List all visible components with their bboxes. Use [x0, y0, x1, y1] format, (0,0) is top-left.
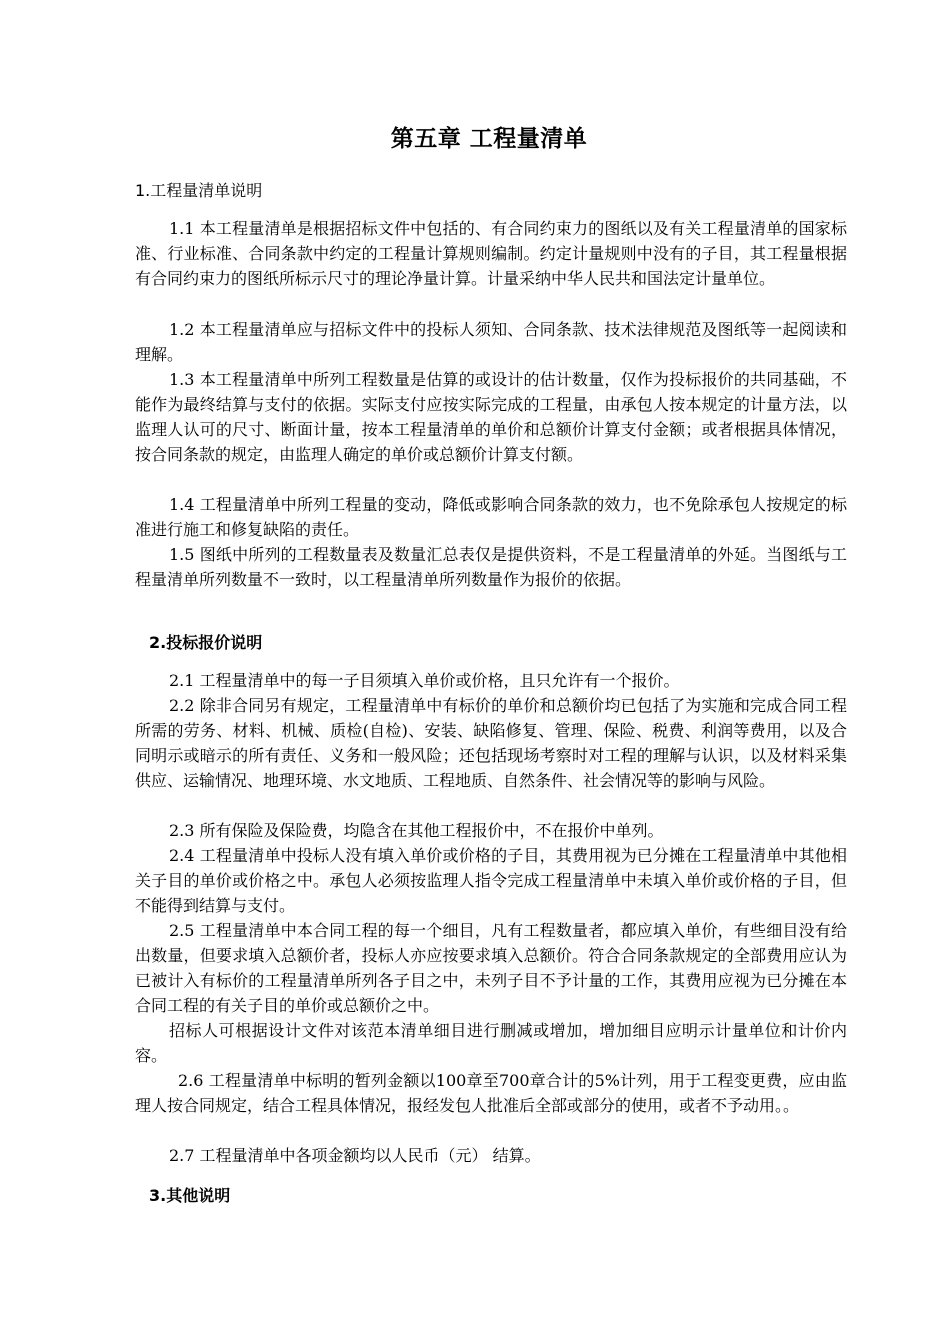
- paragraph-2-5: 2.5 工程量清单中本合同工程的每一个细目，凡有工程数量者，都应填入单价，有些细目没有给出数量，但要求填入总额价者，投标人亦应按要求填入总额价。符合合同条款规定的全部费用应认为已被计入有标价的工程量清单所列各子目之中，未列子目不予计量的工作，其费用应视为已分摊在本合同工程的有关子目的单价或总额价之中。: [135, 921, 847, 1015]
- paragraph-2-4: 2.4 工程量清单中投标人没有填入单价或价格的子目，其费用视为已分摊在工程量清单中其他相关子目的单价或价格之中。承包人必须按监理人指令完成工程量清单中未填入单价或价格的子目，但不能得到结算与支付。: [135, 846, 847, 915]
- paragraph-1-2: 1.2 本工程量清单应与招标文件中的投标人须知、合同条款、技术法律规范及图纸等一起阅读和理解。: [135, 320, 847, 364]
- paragraph-2-3: 2.3 所有保险及保险费，均隐含在其他工程报价中，不在报价中单列。: [169, 821, 664, 840]
- paragraph-2-2: 2.2 除非合同另有规定，工程量清单中有标价的单价和总额价均已包括了为实施和完成合同工程所需的劳务、材料、机械、质检(自检)、安装、缺陷修复、管理、保险、税费、利润等费用，以及合同明示或暗示的所有责任、义务和一般风险；还包括现场考察时对工程的理解与认识，以及材料采集供应、运输情况、地理环境、水文地质、工程地质、自然条件、社会情况等的影响与风险。: [135, 696, 847, 790]
- paragraph-2-5-note: 招标人可根据设计文件对该范本清单细目进行删减或增加，增加细目应明示计量单位和计价内容。: [135, 1021, 847, 1065]
- paragraph-1-5: 1.5 图纸中所列的工程数量表及数量汇总表仅是提供资料，不是工程量清单的外延。当图纸与工程量清单所列数量不一致时，以工程量清单所列数量作为报价的依据。: [135, 545, 847, 589]
- paragraph-2-6: 2.6 工程量清单中标明的暂列金额以100章至700章合计的5%计列，用于工程变更费，应由监理人按合同规定，结合工程具体情况，报经发包人批准后全部或部分的使用，或者不予动用。。: [135, 1071, 847, 1115]
- section-heading-1: 1.工程量清单说明: [135, 181, 263, 200]
- section-heading-3: 3.其他说明: [149, 1186, 231, 1205]
- page-title: 第五章 工程量清单: [390, 126, 588, 152]
- paragraph-2-1: 2.1 工程量清单中的每一子目须填入单价或价格，且只允许有一个报价。: [169, 671, 680, 690]
- section-heading-2: 2.投标报价说明: [149, 633, 263, 652]
- paragraph-1-3: 1.3 本工程量清单中所列工程数量是估算的或设计的估计数量，仅作为投标报价的共同基础，不能作为最终结算与支付的依据。实际支付应按实际完成的工程量，由承包人按本规定的计量方法，以监理人认可的尺寸、断面计量，按本工程量清单的单价和总额价计算支付金额；或者根据具体情况，按合同条款的规定，由监理人确定的单价或总额价计算支付额。: [135, 370, 847, 464]
- paragraph-1-1: 1.1 本工程量清单是根据招标文件中包括的、有合同约束力的图纸以及有关工程量清单的国家标准、行业标准、合同条款中约定的工程量计算规则编制。约定计量规则中没有的子目，其工程量根据有合同约束力的图纸所标示尺寸的理论净量计算。计量采纳中华人民共和国法定计量单位。: [135, 219, 847, 288]
- paragraph-2-7: 2.7 工程量清单中各项金额均以人民币（元） 结算。: [169, 1146, 541, 1165]
- paragraph-1-4: 1.4 工程量清单中所列工程量的变动，降低或影响合同条款的效力，也不免除承包人按规定的标准进行施工和修复缺陷的责任。: [135, 495, 847, 539]
